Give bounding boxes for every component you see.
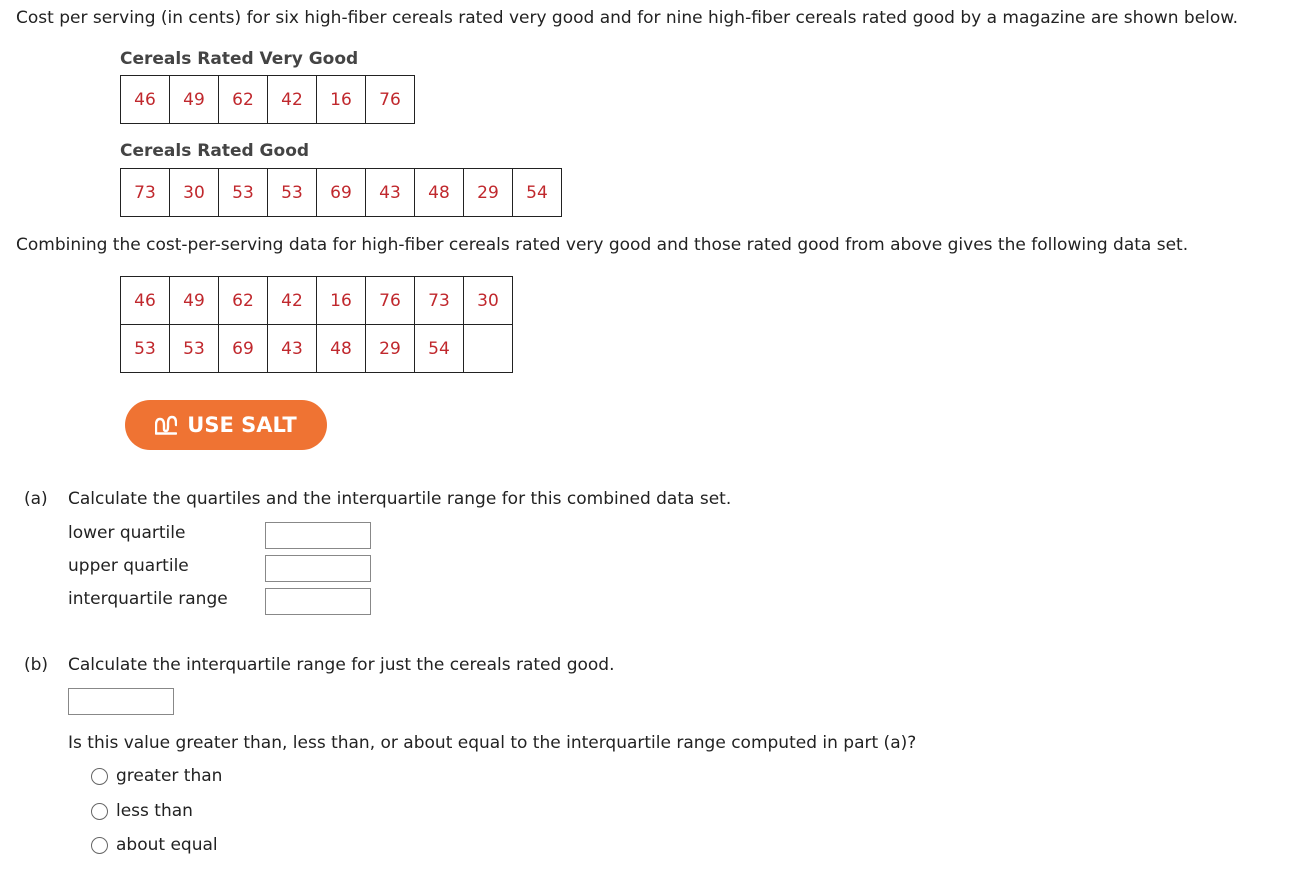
data-cell: 53: [170, 325, 219, 373]
very-good-table: [120, 75, 415, 124]
data-cell: 73: [121, 169, 170, 217]
data-cell: 69: [317, 169, 366, 217]
data-cell: 30: [170, 169, 219, 217]
combining-text: Combining the cost-per-serving data for high-fiber cereals rated very good and those rated good from above gives the following data set.: [16, 235, 1189, 255]
interquartile-range-label: interquartile range: [68, 589, 228, 609]
option-label: greater than: [116, 766, 223, 786]
part-a-label: (a): [24, 489, 48, 509]
radio-button[interactable]: [91, 768, 108, 785]
data-cell: 46: [121, 76, 170, 124]
salt-icon: [155, 415, 177, 435]
radio-button[interactable]: [91, 837, 108, 854]
data-cell: [464, 325, 513, 373]
upper-quartile-label: upper quartile: [68, 556, 189, 576]
table-row: [121, 277, 513, 325]
part-b-question: Calculate the interquartile range for just the cereals rated good.: [68, 655, 615, 675]
data-cell: 53: [219, 169, 268, 217]
data-cell: 69: [219, 325, 268, 373]
data-cell: 54: [513, 169, 562, 217]
data-cell: 73: [415, 277, 464, 325]
data-cell: 54: [415, 325, 464, 373]
data-cell: 29: [464, 169, 513, 217]
radio-button[interactable]: [91, 803, 108, 820]
combined-table: [120, 276, 513, 373]
data-cell: 46: [121, 277, 170, 325]
use-salt-button[interactable]: [125, 400, 327, 450]
option-label: about equal: [116, 835, 218, 855]
interquartile-range-input[interactable]: [265, 588, 371, 615]
data-cell: 76: [366, 277, 415, 325]
upper-quartile-input[interactable]: [265, 555, 371, 582]
data-cell: 16: [317, 76, 366, 124]
data-cell: 43: [268, 325, 317, 373]
data-cell: 49: [170, 277, 219, 325]
comparison-question: Is this value greater than, less than, or about equal to the interquartile range computed in part (a)?: [68, 733, 917, 753]
option-less-than[interactable]: [91, 801, 193, 821]
intro-text: Cost per serving (in cents) for six high-fiber cereals rated very good and for nine high-fiber cereals rated good by a magazine are shown below.: [16, 8, 1239, 28]
table-row: [121, 169, 562, 217]
data-cell: 48: [317, 325, 366, 373]
good-iqr-input[interactable]: [68, 688, 174, 715]
option-greater-than[interactable]: [91, 766, 222, 786]
data-cell: 76: [366, 76, 415, 124]
data-cell: 53: [121, 325, 170, 373]
data-cell: 62: [219, 277, 268, 325]
table-row: [121, 325, 513, 373]
option-about-equal[interactable]: [91, 835, 218, 855]
data-cell: 43: [366, 169, 415, 217]
part-b-label: (b): [24, 655, 49, 675]
good-title: Cereals Rated Good: [120, 141, 310, 161]
data-cell: 53: [268, 169, 317, 217]
data-cell: 49: [170, 76, 219, 124]
data-cell: 29: [366, 325, 415, 373]
lower-quartile-input[interactable]: [265, 522, 371, 549]
lower-quartile-label: lower quartile: [68, 523, 186, 543]
use-salt-label: USE SALT: [187, 413, 297, 437]
option-label: less than: [116, 801, 193, 821]
very-good-title: Cereals Rated Very Good: [120, 49, 359, 69]
data-cell: 62: [219, 76, 268, 124]
data-cell: 30: [464, 277, 513, 325]
data-cell: 16: [317, 277, 366, 325]
data-cell: 48: [415, 169, 464, 217]
good-table: [120, 168, 562, 217]
table-row: [121, 76, 415, 124]
data-cell: 42: [268, 277, 317, 325]
data-cell: 42: [268, 76, 317, 124]
part-a-question: Calculate the quartiles and the interquartile range for this combined data set.: [68, 489, 732, 509]
